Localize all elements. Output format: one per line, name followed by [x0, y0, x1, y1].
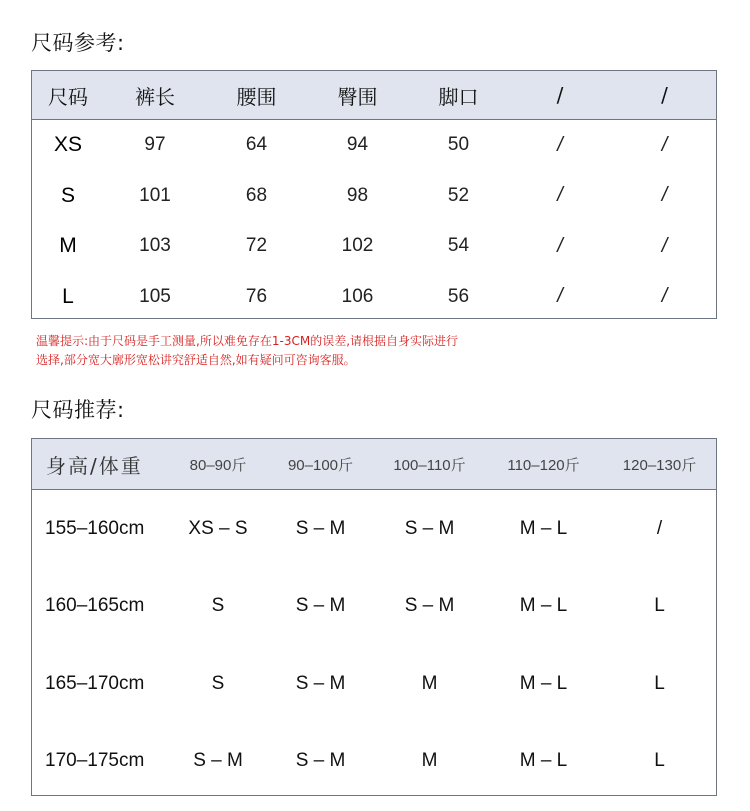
measurement-note	[36, 332, 556, 370]
recommendation-header	[32, 439, 716, 490]
header-weight-range: 120–130斤	[622, 456, 697, 474]
cell-height: 160–165cm	[45, 595, 145, 617]
cell-size: XS	[53, 133, 82, 157]
cell-waist: 72	[245, 235, 268, 257]
header-length: 裤长	[135, 84, 175, 109]
size-reference-table	[31, 70, 717, 319]
cell-length: 103	[139, 235, 171, 257]
header-weight-range: 90–100斤	[287, 456, 354, 474]
cell-recommended-size: M	[421, 672, 438, 694]
cell-blank: /	[557, 184, 563, 207]
cell-blank: /	[557, 234, 563, 257]
cell-recommended-size: /	[656, 517, 663, 539]
cell-recommended-size: S – M	[295, 672, 346, 694]
cell-recommended-size: L	[654, 672, 665, 694]
size-table-header	[32, 71, 716, 120]
table-row	[32, 490, 716, 568]
cell-waist: 64	[245, 134, 268, 156]
cell-recommended-size: M – L	[519, 595, 568, 617]
header-hem: 脚口	[438, 84, 479, 109]
header-hip: 臀围	[337, 84, 378, 109]
header-blank-2: /	[661, 83, 668, 107]
cell-recommended-size: S	[211, 595, 225, 617]
cell-recommended-size: L	[654, 595, 665, 617]
cell-waist: 76	[245, 285, 268, 307]
cell-hem: 50	[447, 134, 470, 156]
cell-recommended-size: XS – S	[188, 517, 248, 539]
cell-recommended-size: S – M	[295, 517, 346, 539]
cell-recommended-size: M – L	[519, 517, 568, 539]
table-row	[32, 645, 716, 723]
cell-height: 165–170cm	[45, 672, 145, 694]
cell-hip: 98	[346, 184, 369, 206]
cell-hip: 102	[341, 235, 374, 257]
cell-blank: /	[557, 133, 563, 156]
cell-length: 105	[139, 285, 171, 307]
table-row	[32, 723, 716, 801]
cell-blank: /	[661, 184, 668, 207]
cell-blank: /	[557, 285, 563, 308]
cell-hem: 56	[447, 285, 470, 307]
cell-hem: 54	[447, 235, 470, 257]
cell-recommended-size: M – L	[519, 672, 568, 694]
cell-recommended-size: L	[654, 750, 665, 772]
cell-size: S	[60, 183, 75, 207]
cell-recommended-size: M	[421, 750, 438, 772]
cell-size: L	[62, 284, 74, 308]
table-row	[32, 221, 716, 272]
cell-recommended-size: M – L	[519, 750, 568, 772]
cell-length: 97	[144, 134, 166, 156]
table-row	[32, 171, 716, 222]
cell-recommended-size: S – M	[404, 517, 455, 539]
header-weight-range: 100–110斤	[393, 456, 466, 474]
cell-size: M	[59, 234, 77, 258]
header-size: 尺码	[48, 84, 88, 109]
cell-recommended-size: S – M	[295, 750, 346, 772]
cell-blank: /	[661, 234, 668, 257]
table-row	[32, 272, 716, 323]
header-weight-range: 110–120斤	[507, 456, 580, 474]
table-row	[32, 568, 716, 646]
cell-hip: 106	[341, 285, 374, 307]
recommendation-body	[32, 490, 716, 796]
cell-length: 101	[139, 184, 171, 206]
header-height-weight: 身高/体重	[46, 453, 143, 478]
cell-hem: 52	[447, 184, 470, 206]
cell-blank: /	[661, 133, 668, 156]
cell-recommended-size: S – M	[193, 750, 243, 772]
size-recommendation-title: 尺码推荐:	[31, 398, 125, 422]
table-row	[32, 120, 716, 171]
size-reference-title: 尺码参考:	[31, 31, 125, 55]
cell-height: 155–160cm	[45, 517, 145, 539]
cell-recommended-size: S	[211, 672, 225, 694]
header-weight-range: 80–90斤	[189, 456, 247, 474]
header-waist: 腰围	[236, 84, 277, 109]
cell-blank: /	[661, 285, 668, 308]
header-blank-1: /	[556, 83, 564, 107]
cell-hip: 94	[346, 134, 369, 156]
note-line-1: 温馨提示:由于尺码是手工测量,所以难免存在1-3CM的误差,请根据自身实际进行	[36, 334, 459, 348]
cell-height: 170–175cm	[45, 750, 145, 772]
cell-waist: 68	[245, 184, 268, 206]
cell-recommended-size: S – M	[404, 595, 455, 617]
size-recommendation-table	[31, 438, 717, 796]
cell-recommended-size: S – M	[295, 595, 346, 617]
note-line-2: 选择,部分宽大廓形宽松讲究舒适自然,如有疑问可咨询客服。	[36, 353, 356, 367]
